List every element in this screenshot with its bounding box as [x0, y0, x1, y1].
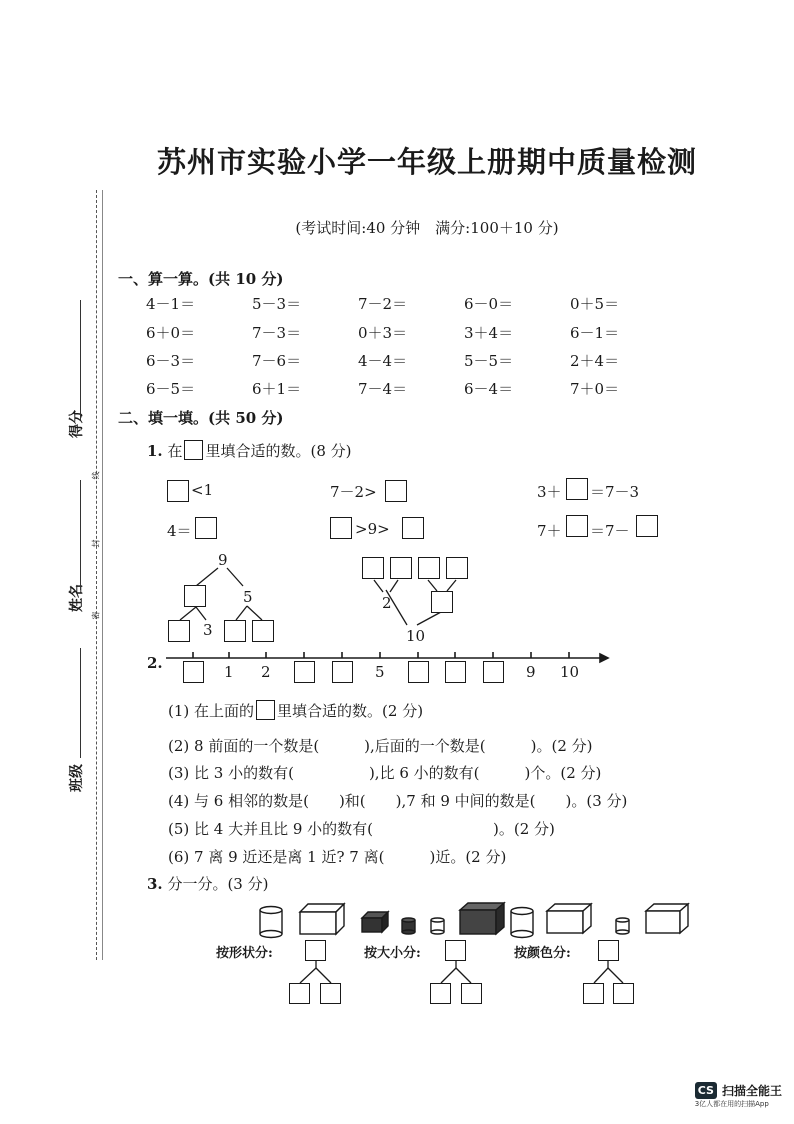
tree1-leaf: 3	[203, 621, 213, 639]
answer-box[interactable]	[583, 983, 604, 1004]
q1-f2: ＝7－	[590, 522, 630, 540]
answer-box[interactable]	[598, 940, 619, 961]
cuboid-icon	[300, 904, 344, 934]
q1-post: 里填合适的数。(8 分)	[205, 442, 352, 460]
small-cylinder-icon	[616, 918, 629, 934]
class-label: 班级	[69, 764, 85, 792]
cylinder-icon	[260, 907, 282, 938]
calc-problem[interactable]: 6－1＝	[570, 324, 620, 342]
q2-number: 2.	[147, 654, 163, 672]
answer-box[interactable]	[320, 983, 341, 1004]
dark-cube-icon	[362, 912, 388, 932]
classify-size-label: 按大小分:	[364, 946, 421, 961]
calc-problem[interactable]: 6－4＝	[464, 380, 514, 398]
q1-b: 7－2>	[330, 483, 377, 501]
tick-label: 5	[375, 663, 385, 681]
calc-problem[interactable]: 7－3＝	[252, 324, 302, 342]
section1-heading: 一、算一算。(共 10 分)	[118, 270, 284, 288]
cuboid-icon	[547, 904, 591, 933]
q2-p2[interactable]: (2) 8 前面的一个数是( ),后面的一个数是( )。(2 分)	[168, 737, 593, 755]
tree2-left: 2	[382, 594, 392, 612]
q3-heading: 分一分。(3 分)	[167, 875, 269, 893]
calc-problem[interactable]: 7＋0＝	[570, 380, 620, 398]
calc-problem[interactable]: 5－3＝	[252, 295, 302, 313]
calc-problem[interactable]: 6＋0＝	[146, 324, 196, 342]
exam-info: (考试时间:40 分钟 满分:100＋10 分)	[295, 219, 559, 237]
q1-number: 1.	[147, 442, 163, 460]
calc-problem[interactable]: 0＋3＝	[358, 324, 408, 342]
calc-problem[interactable]: 4－1＝	[146, 295, 196, 313]
calc-problem[interactable]: 2＋4＝	[570, 352, 620, 370]
calc-problem[interactable]: 7－6＝	[252, 352, 302, 370]
name-label: 姓名	[69, 584, 85, 612]
answer-box[interactable]	[430, 983, 451, 1004]
calc-problem[interactable]: 5－5＝	[464, 352, 514, 370]
q2-p4[interactable]: (4) 与 6 相邻的数是( )和( ),7 和 9 中间的数是( )。(3 分)	[168, 792, 628, 810]
small-cylinder-icon	[431, 918, 444, 934]
calc-problem[interactable]: 4－4＝	[358, 352, 408, 370]
q1-pre: 在	[167, 442, 183, 460]
answer-box[interactable]	[613, 983, 634, 1004]
answer-box[interactable]	[305, 940, 326, 961]
camscanner-logo-icon: CS	[695, 1082, 717, 1099]
score-label: 得分	[69, 410, 85, 438]
tree1-top: 9	[218, 551, 228, 569]
calc-problem[interactable]: 6－3＝	[146, 352, 196, 370]
classify-color-label: 按颜色分:	[514, 946, 571, 961]
calc-problem[interactable]: 6＋1＝	[252, 380, 302, 398]
calc-problem[interactable]: 7－4＝	[358, 380, 408, 398]
q1-f1: 7＋	[537, 522, 562, 540]
q1-d: 4＝	[167, 522, 192, 540]
app-name: 扫描全能王	[721, 1084, 782, 1098]
seal-mark: 线	[91, 471, 101, 480]
seal-mark: 封	[91, 539, 101, 548]
app-tagline: 3亿人都在用的扫描App	[694, 1100, 769, 1108]
page-title: 苏州市实验小学一年级上册期中质量检测	[156, 145, 697, 179]
cylinder-icon	[511, 908, 533, 938]
dark-cylinder-icon	[402, 918, 415, 934]
q2-p3[interactable]: (3) 比 3 小的数有( ),比 6 小的数有( )个。(2 分)	[168, 764, 602, 782]
q2-p1-post: 里填合适的数。(2 分)	[277, 702, 424, 720]
tree2-bottom: 10	[406, 627, 426, 645]
answer-box[interactable]	[289, 983, 310, 1004]
classify-shape-label: 按形状分:	[216, 946, 273, 961]
cuboid-icon	[646, 904, 688, 933]
dark-cuboid-icon	[460, 903, 504, 934]
tick-label: 1	[224, 663, 234, 681]
answer-box[interactable]	[445, 940, 466, 961]
section2-heading: 二、填一填。(共 50 分)	[118, 409, 284, 427]
q2-p5[interactable]: (5) 比 4 大并且比 9 小的数有( )。(2 分)	[168, 820, 555, 838]
calc-problem[interactable]: 3＋4＝	[464, 324, 514, 342]
calc-problem[interactable]: 6－0＝	[464, 295, 514, 313]
tree1-mid: 5	[243, 588, 253, 606]
q1-c1: 3＋	[537, 483, 562, 501]
q1-c2: ＝7－3	[590, 483, 640, 501]
calc-problem[interactable]: 7－2＝	[358, 295, 408, 313]
q3-number: 3.	[147, 875, 163, 893]
q2-p6[interactable]: (6) 7 离 9 近还是离 1 近? 7 离( )近。(2 分)	[168, 848, 507, 866]
calc-problem[interactable]: 6－5＝	[146, 380, 196, 398]
seal-mark: 密	[91, 611, 101, 620]
tick-label: 10	[560, 663, 580, 681]
tick-label: 2	[261, 663, 271, 681]
q2-p1-pre: (1) 在上面的	[168, 702, 255, 720]
q1-a: <1	[191, 481, 214, 499]
answer-box[interactable]	[461, 983, 482, 1004]
calc-problem[interactable]: 0＋5＝	[570, 295, 620, 313]
q1-e: >9>	[355, 520, 390, 538]
scanner-watermark	[695, 1080, 782, 1109]
tick-label: 9	[526, 663, 536, 681]
